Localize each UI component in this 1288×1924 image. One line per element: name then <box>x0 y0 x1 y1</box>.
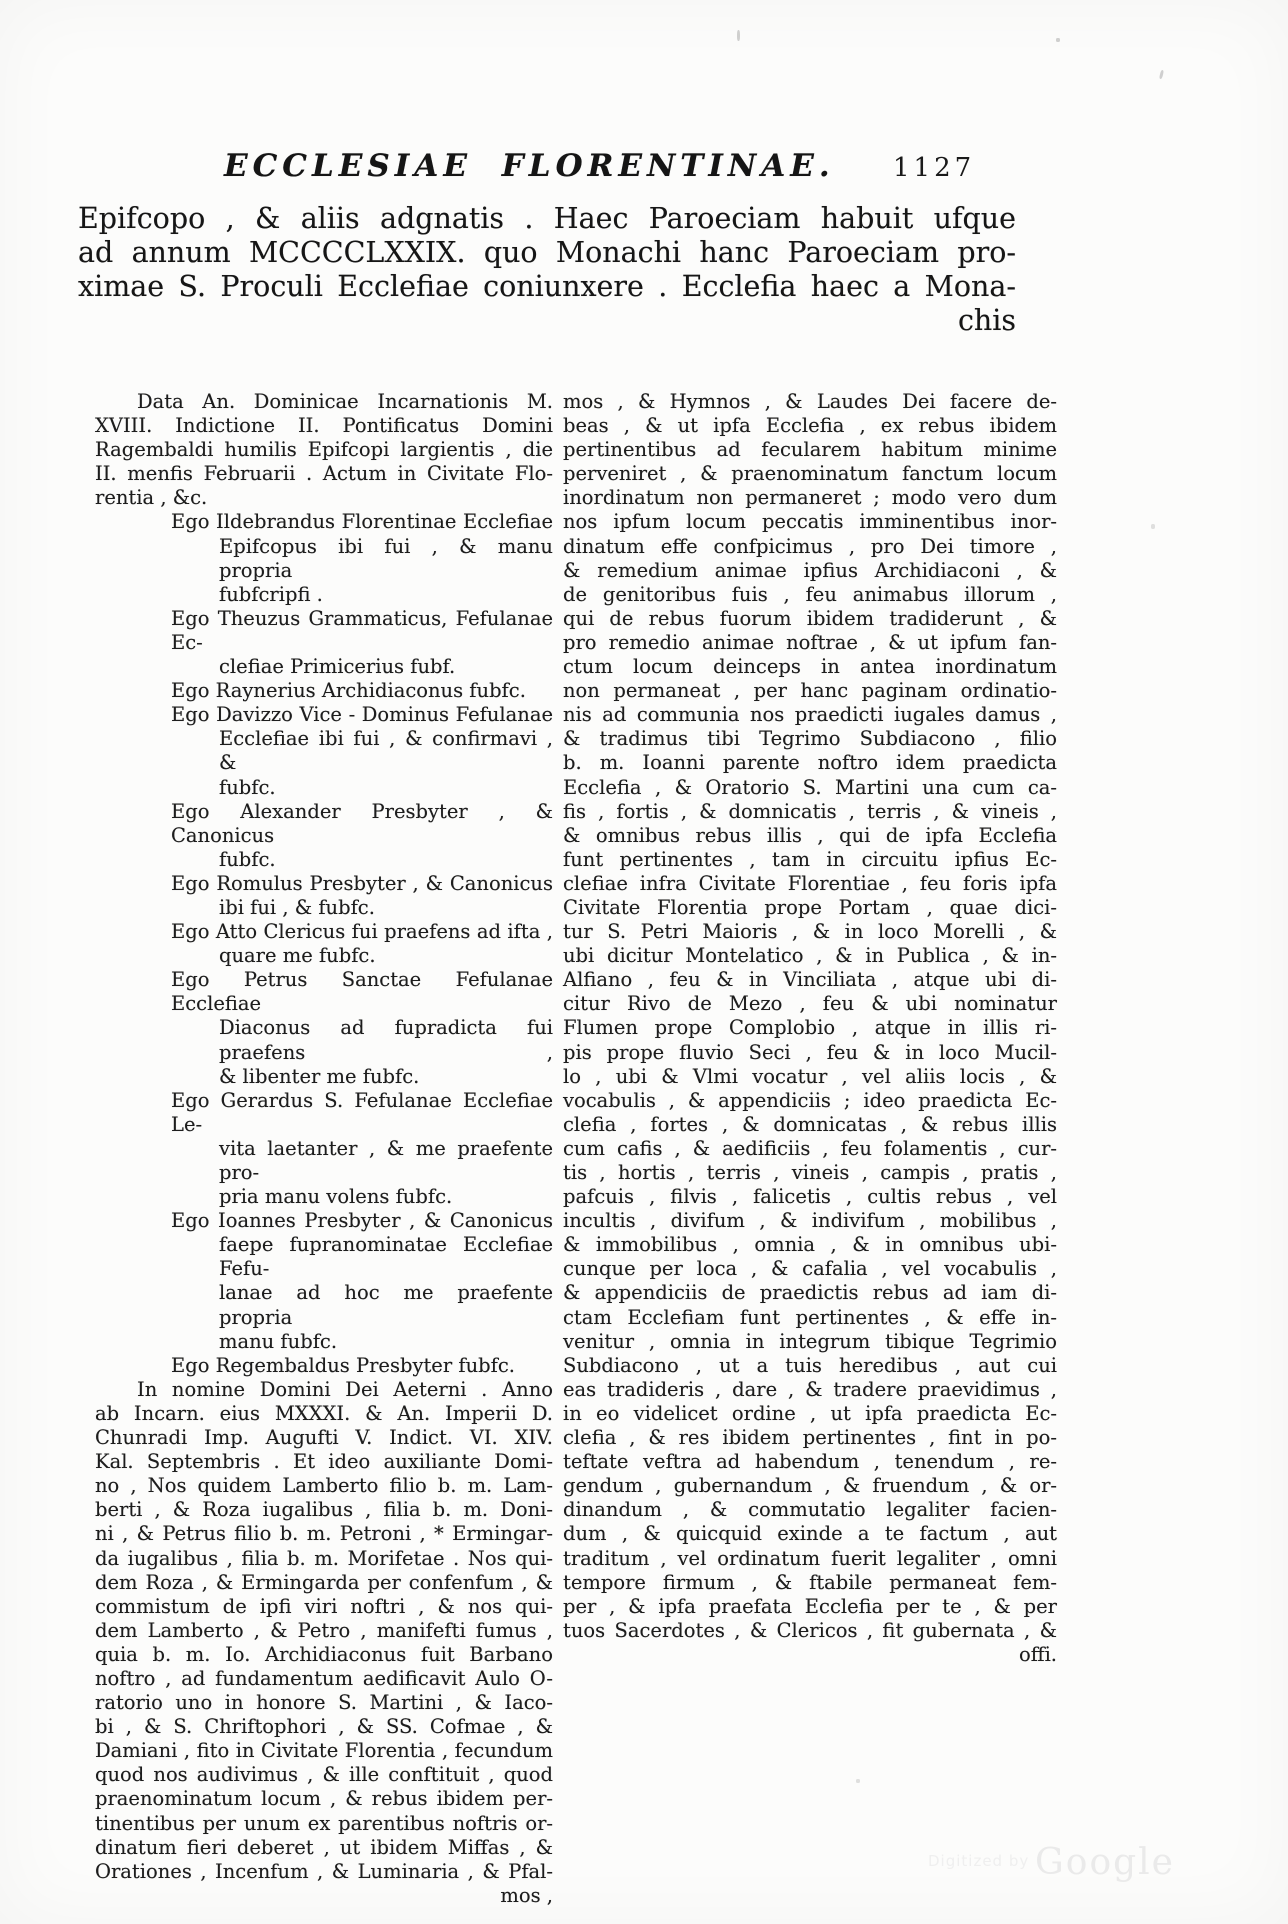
text-line: & remedium animae ipfius Archidiaconi , & <box>563 558 1057 582</box>
page-number: 1127 <box>893 153 976 183</box>
text-line: Ragembaldi humilis Epifcopi largientis , die <box>95 438 553 462</box>
text-line: & libenter me fubfc. <box>219 1064 420 1088</box>
text-line: Kal. Septembris . Et ideo auxiliante Domi- <box>95 1450 553 1474</box>
text-line: & appendiciis de praedictis rebus ad iam di- <box>563 1281 1057 1305</box>
text-line: Subdiacono , ut a tuis heredibus , aut cui <box>563 1353 1057 1377</box>
text-line: ibi fui , & fubfc. <box>219 895 375 919</box>
text-line: berti , & Roza iugalibus , filia b. m. Doni- <box>95 1498 553 1522</box>
text-line: non permaneat , per hanc paginam ordinatio- <box>563 679 1057 703</box>
text-line: funt pertinentes , tam in circuitu ipfius Ec- <box>563 847 1057 871</box>
text-line: da iugalibus , filia b. m. Morifetae . Nos qui- <box>95 1546 553 1570</box>
text-line: gendum , gubernandum , & fruendum , & or- <box>563 1474 1057 1498</box>
watermark-prefix: Digitized by <box>928 1852 1036 1870</box>
text-line: rentia , &c. <box>95 486 208 510</box>
text-line: commistum de ipfi viri noftri , & nos qui- <box>95 1594 553 1618</box>
text-line: Ego Ildebrandus Florentinae Ecclefiae <box>171 510 553 534</box>
text-line: venitur , omnia in integrum tibique Tegrimio <box>563 1329 1057 1353</box>
text-line: dinatum fieri deberet , ut ibidem Miffas , & <box>95 1835 553 1859</box>
text-line: fis , fortis , & domnicatis , terris , & vineis , <box>563 799 1057 823</box>
text-line: lanae ad hoc me praefente propria <box>219 1281 553 1329</box>
text-line: pis prope fluvio Seci , feu & in loco Mucil- <box>563 1040 1057 1064</box>
text-line: nos ipfum locum peccatis imminentibus inor- <box>563 510 1057 534</box>
text-line: mos , & Hymnos , & Laudes Dei facere de- <box>563 390 1057 413</box>
ink-speck <box>1159 70 1164 79</box>
text-line: vocabulis , & appendiciis ; ideo praedicta Ec- <box>563 1088 1057 1112</box>
text-line: mos , <box>500 1883 553 1907</box>
text-line: tur S. Petri Maioris , & in loco Morelli , & <box>563 920 1057 944</box>
text-line: de genitoribus fuis , feu animabus illorum , <box>563 582 1057 606</box>
text-line: dinatum effe confpicimus , pro Dei timore , <box>563 534 1057 558</box>
text-line: tinentibus per unum ex parentibus noftris or- <box>95 1811 553 1835</box>
text-line: ad annum MCCCCLXXIX. quo Monachi hanc Paroeciam pro- <box>78 236 1016 269</box>
text-line: ubi dicitur Montelatico , & in Publica , & in- <box>563 944 1057 968</box>
text-line: quod nos audivimus , & ille conftituit , quod <box>95 1763 553 1787</box>
text-line: ratorio uno in honore S. Martini , & Iaco- <box>95 1691 553 1715</box>
text-line: pafcuis , filvis , falicetis , cultis rebus , vel <box>563 1185 1057 1209</box>
text-line: Civitate Florentia prope Portam , quae dici- <box>563 895 1057 919</box>
text-line: & immobilibus , omnia , & in omnibus ubi- <box>563 1233 1057 1257</box>
text-line: XVIII. Indictione II. Pontificatus Domini <box>95 414 553 438</box>
text-line: ctum locum deinceps in antea inordinatum <box>563 655 1057 679</box>
text-line: nis ad communia nos praedicti iugales damus , <box>563 703 1057 727</box>
text-line: Ecclefia , & Oratorio S. Martini una cum ca- <box>563 775 1057 799</box>
text-line: quare me fubfc. <box>219 944 376 968</box>
text-line: ab Incarn. eius MXXXI. & An. Imperii D. <box>95 1401 553 1425</box>
text-line: noftro , ad fundamentum aedificavit Aulo O- <box>95 1666 553 1690</box>
text-line: Ego Romulus Presbyter , & Canonicus <box>171 871 553 895</box>
text-line: beas , & ut ipfa Ecclefia , ex rebus ibidem <box>563 414 1057 438</box>
text-line: dem Roza , & Ermingarda per confenfum , & <box>95 1570 553 1594</box>
text-line: manu fubfc. <box>219 1329 338 1353</box>
left-text-column <box>95 390 553 1908</box>
ink-speck <box>1151 524 1155 529</box>
text-line: fubfc. <box>219 775 276 799</box>
text-line: b. m. Ioanni parente noftro idem praedicta <box>563 751 1057 775</box>
text-line: incultis , divifum , & indivifum , mobilibus , <box>563 1209 1057 1233</box>
google-logo: Google <box>1035 1842 1175 1883</box>
page-title: ECCLESIAE FLORENTINAE. <box>224 148 835 184</box>
text-line: pertinentibus ad fecularem habitum minime <box>563 438 1057 462</box>
text-line: Ecclefiae ibi fui , & confirmavi , & <box>219 727 553 775</box>
text-line: eas tradideris , dare , & tradere praevidimus , <box>563 1377 1057 1401</box>
text-line: Damiani , fito in Civitate Florentia , fecundum <box>95 1739 553 1763</box>
text-line: lo , ubi & Vlmi vocatur , vel aliis locis , & <box>563 1064 1057 1088</box>
text-line: Epifcopus ibi fui , & manu propria <box>219 534 553 582</box>
text-line: citur Rivo de Mezo , feu & ubi nominatur <box>563 992 1057 1016</box>
right-text-column <box>563 390 1057 1667</box>
text-line: Ego Petrus Sanctae Fefulanae Ecclefiae <box>171 968 553 1016</box>
text-line: teftate veftra ad habendum , tenendum , re- <box>563 1450 1057 1474</box>
text-line: ni , & Petrus filio b. m. Petroni , * Ermingar- <box>95 1522 553 1546</box>
text-line: tis , hortis , terris , vineis , campis , pratis , <box>563 1161 1057 1184</box>
text-line: In nomine Domini Dei Aeterni . Anno <box>137 1377 553 1401</box>
text-line: tuos Sacerdotes , & Clericos , fit gubernata , & <box>563 1618 1057 1642</box>
text-line: clefiae Primicerius fubf. <box>219 655 456 679</box>
digitized-by-google-watermark <box>928 1842 1175 1883</box>
text-line: Ego Gerardus S. Fefulanae Ecclefiae Le- <box>171 1088 553 1136</box>
text-line: ximae S. Proculi Ecclefiae coniunxere . Ecclefia haec a Mona- <box>78 270 1016 303</box>
text-line: pria manu volens fubfc. <box>219 1185 453 1209</box>
text-line: cum cafis , & aedificiis , feu folamentis , cur- <box>563 1136 1057 1160</box>
text-line: Ego Alexander Presbyter , & Canonicus <box>171 799 553 847</box>
text-line: clefia , fortes , & domnicatas , & rebus illis <box>563 1112 1057 1136</box>
text-line: qui de rebus fuorum ibidem tradiderunt , & <box>563 606 1057 630</box>
text-line: quia b. m. Io. Archidiaconus fuit Barbano <box>95 1642 553 1666</box>
text-line: Diaconus ad fupradicta fui praefens , <box>219 1016 553 1064</box>
text-line: Epifcopo , & aliis adgnatis . Haec Paroeciam habuit ufque <box>78 202 1016 235</box>
text-line: Alfiano , feu & in Vinciliata , atque ubi di- <box>563 968 1057 992</box>
text-line: dum , & quicquid exinde a te factum , aut <box>563 1522 1057 1546</box>
text-line: Flumen prope Complobio , atque in illis ri- <box>563 1016 1057 1040</box>
ink-speck <box>737 30 740 41</box>
text-line: clefiae infra Civitate Florentiae , feu foris ipfa <box>563 871 1057 895</box>
text-line: Chunradi Imp. Augufti V. Indict. VI. XIV. <box>95 1426 553 1450</box>
text-line: tempore firmum , & ftabile permaneat fem- <box>563 1570 1057 1594</box>
text-line: cunque per loca , & cafalia , vel vocabulis , <box>563 1257 1057 1281</box>
text-line: Ego Theuzus Grammaticus, Fefulanae Ec- <box>171 606 553 654</box>
text-line: dinandum , & commutatio legaliter facien- <box>563 1498 1057 1522</box>
text-line: II. menfis Februarii . Actum in Civitate Flo- <box>95 462 553 486</box>
ink-speck <box>1056 38 1060 42</box>
text-line: inordinatum non permaneret ; modo vero dum <box>563 486 1057 510</box>
intro-paragraph <box>78 202 1016 338</box>
text-line: vita laetanter , & me praefente pro- <box>219 1136 553 1184</box>
text-line: chis <box>957 304 1016 337</box>
text-line: fubfcripfi . <box>219 582 323 606</box>
text-line: Ego Raynerius Archidiaconus fubfc. <box>171 679 526 703</box>
text-line: perveniret , & praenominatum fanctum locum <box>563 462 1057 486</box>
text-line: bi , & S. Chriftophori , & SS. Cofmae , & <box>95 1715 553 1739</box>
text-line: faepe fupranominatae Ecclefiae Fefu- <box>219 1233 553 1281</box>
text-line: Ego Atto Clericus fui praefens ad ifta , <box>171 920 553 944</box>
text-line: dem Lamberto , & Petro , manifefti fumus , <box>95 1618 553 1642</box>
text-line: praenominatum locum , & rebus ibidem per- <box>95 1787 553 1811</box>
text-line: no , Nos quidem Lamberto filio b. m. Lam- <box>95 1474 553 1498</box>
text-line: pro remedio animae noftrae , & ut ipfum fan- <box>563 630 1057 654</box>
text-line: & tradimus tibi Tegrimo Subdiacono , filio <box>563 727 1057 751</box>
text-line: Ego Ioannes Presbyter , & Canonicus <box>171 1209 553 1233</box>
text-line: traditum , vel ordinatum fuerit legaliter , omni <box>563 1546 1057 1570</box>
text-line: in eo videlicet ordine , ut ipfa praedicta Ec- <box>563 1401 1057 1425</box>
text-line: Orationes , Incenfum , & Luminaria , & Pfal- <box>95 1859 553 1883</box>
ink-speck <box>856 1779 860 1783</box>
text-line: Ego Regembaldus Presbyter fubfc. <box>171 1353 515 1377</box>
text-line: ctam Ecclefiam funt pertinentes , & effe in- <box>563 1305 1057 1329</box>
text-line: fubfc. <box>219 847 276 871</box>
text-line: Data An. Dominicae Incarnationis M. <box>137 390 553 413</box>
text-line: clefia , & res ibidem pertinentes , fint in po- <box>563 1426 1057 1450</box>
text-line: offi. <box>1018 1642 1057 1666</box>
text-line: Ego Davizzo Vice - Dominus Fefulanae <box>171 703 553 727</box>
text-line: per , & ipfa praefata Ecclefia per te , & per <box>563 1594 1057 1618</box>
text-line: & omnibus rebus illis , qui de ipfa Ecclefia <box>563 823 1057 847</box>
